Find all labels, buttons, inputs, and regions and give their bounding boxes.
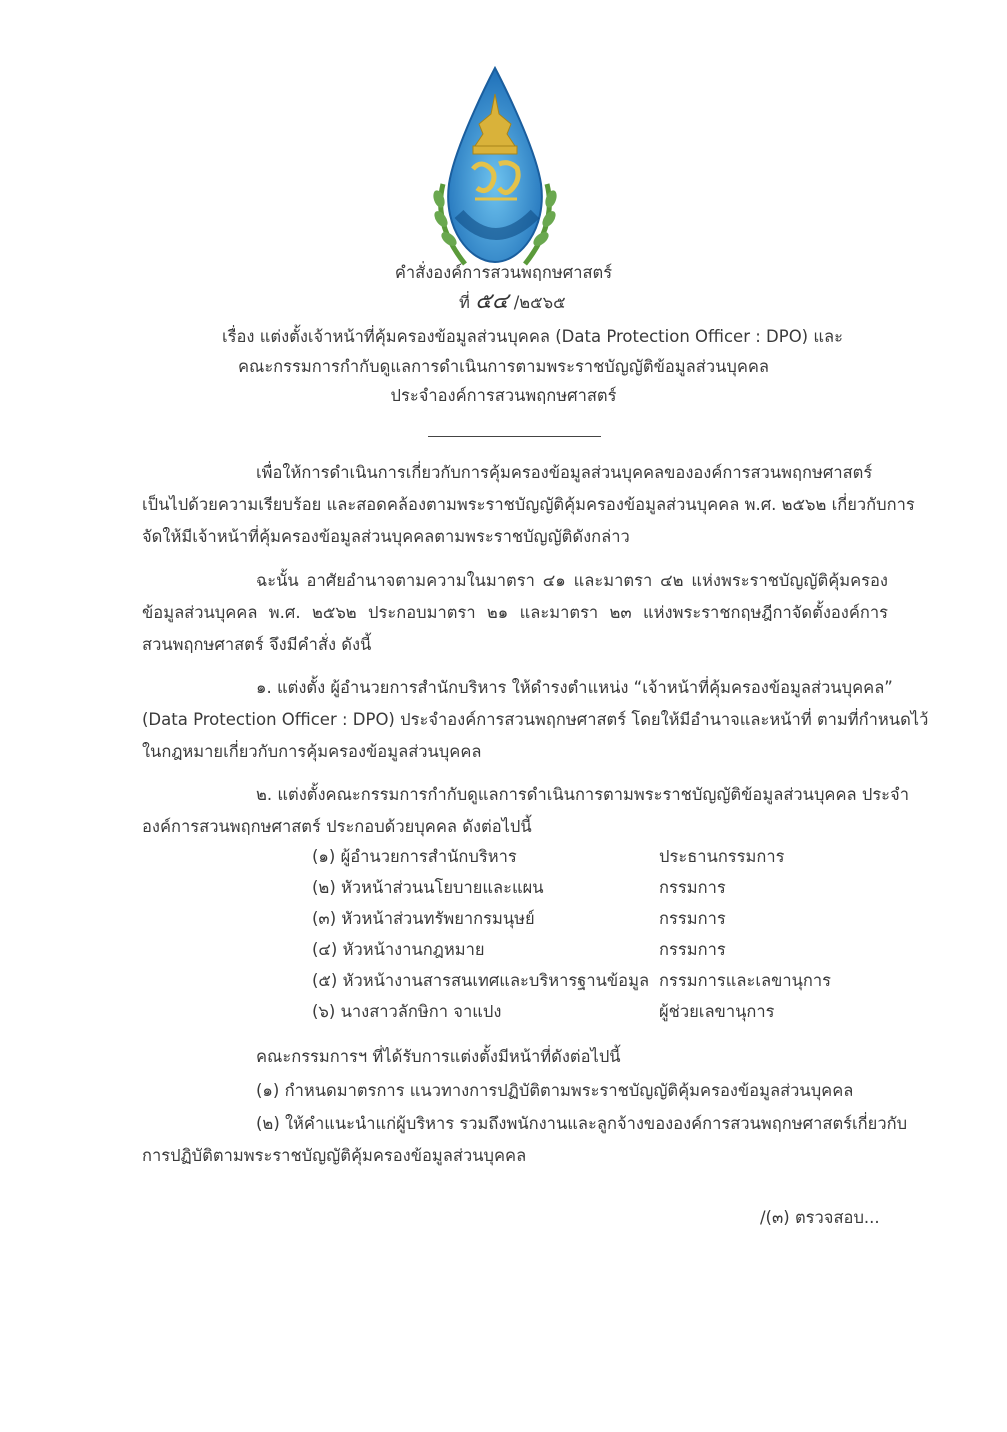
continued-marker: /(๓) ตรวจสอบ... <box>760 1208 880 1227</box>
subject-line-1: เรื่อง แต่งตั้งเจ้าหน้าที่คุ้มครองข้อมูลส่วนบุคคล (Data Protection Officer : DPO) และ <box>222 327 843 346</box>
duty-2-line-1: (๒) ให้คำแนะนำแก่ผู้บริหาร รวมถึงพนักงานและลูกจ้างขององค์การสวนพฤกษศาสตร์เกี่ยวกับ <box>256 1114 908 1133</box>
subject-line-3: ประจำองค์การสวนพฤกษศาสตร์ <box>390 386 617 405</box>
committee-role: กรรมการและเลขานุการ <box>659 971 832 990</box>
divider-line <box>428 436 601 437</box>
committee-member: (๓) หัวหน้าส่วนทรัพยากรมนุษย์ <box>312 909 535 928</box>
paragraph-2-line-3: สวนพฤกษศาสตร์ จึงมีคำสั่ง ดังนี้ <box>142 635 372 654</box>
paragraph-2-line-1: ฉะนั้น อาศัยอำนาจตามความในมาตรา ๔๑ และมาตรา ๔๒ แห่งพระราชบัญญัติคุ้มครอง <box>256 571 888 590</box>
committee-role: กรรมการ <box>659 909 726 928</box>
duties-intro: คณะกรรมการฯ ที่ได้รับการแต่งตั้งมีหน้าที่ดังต่อไปนี้ <box>256 1047 621 1066</box>
committee-member: (๒) หัวหน้าส่วนนโยบายและแผน <box>312 878 544 897</box>
organization-logo <box>425 64 565 274</box>
committee-member: (๔) หัวหน้างานกฎหมาย <box>312 940 485 959</box>
order-number <box>459 291 566 314</box>
paragraph-2-line-2: ข้อมูลส่วนบุคคล พ.ศ. ๒๕๖๒ ประกอบมาตรา ๒๑ และมาตรา ๒๓ แห่งพระราชกฤษฎีกาจัดตั้งองค์การ <box>142 603 888 622</box>
duty-2-line-2: การปฏิบัติตามพระราชบัญญัติคุ้มครองข้อมูลส่วนบุคคล <box>142 1146 527 1165</box>
committee-role: ผู้ช่วยเลขานุการ <box>659 1002 775 1021</box>
committee-member: (๖) นางสาวลักษิกา จาแปง <box>312 1002 502 1021</box>
committee-member: (๕) หัวหน้างานสารสนเทศและบริหารฐานข้อมูล <box>312 971 650 990</box>
number-prefix: ที่ <box>459 293 470 312</box>
paragraph-4-line-2: องค์การสวนพฤกษศาสตร์ ประกอบด้วยบุคคล ดังต่อไปนี้ <box>142 817 532 836</box>
paragraph-1-line-3: จัดให้มีเจ้าหน้าที่คุ้มครองข้อมูลส่วนบุคคลตามพระราชบัญญัติดังกล่าว <box>142 527 630 546</box>
paragraph-3-line-3: ในกฎหมายเกี่ยวกับการคุ้มครองข้อมูลส่วนบุคคล <box>142 742 482 761</box>
order-title: คำสั่งองค์การสวนพฤกษศาสตร์ <box>394 263 613 282</box>
paragraph-1-line-2: เป็นไปด้วยความเรียบร้อย และสอดคล้องตามพระราชบัญญัติคุ้มครองข้อมูลส่วนบุคคล พ.ศ. ๒๕๖๒ เกี่ยวกับการ <box>142 495 915 514</box>
committee-role: ประธานกรรมการ <box>659 847 785 866</box>
paragraph-3-line-1: ๑. แต่งตั้ง ผู้อำนวยการสำนักบริหาร ให้ดำรงตำแหน่ง “เจ้าหน้าที่คุ้มครองข้อมูลส่วนบุคคล” <box>256 678 893 697</box>
subject-line-2: คณะกรรมการกำกับดูแลการดำเนินการตามพระราชบัญญัติข้อมูลส่วนบุคคล <box>237 357 770 376</box>
paragraph-4-line-1: ๒. แต่งตั้งคณะกรรมการกำกับดูแลการดำเนินการตามพระราชบัญญัติข้อมูลส่วนบุคคล ประจำ <box>256 785 909 804</box>
number-suffix: /๒๕๖๕ <box>513 293 566 312</box>
committee-role: กรรมการ <box>659 940 726 959</box>
committee-member: (๑) ผู้อำนวยการสำนักบริหาร <box>312 847 517 866</box>
paragraph-1-line-1: เพื่อให้การดำเนินการเกี่ยวกับการคุ้มครองข้อมูลส่วนบุคคลขององค์การสวนพฤกษศาสตร์ <box>256 463 873 482</box>
order-number-handwritten: ๕๔ <box>475 289 509 314</box>
duty-1: (๑) กำหนดมาตรการ แนวทางการปฏิบัติตามพระราชบัญญัติคุ้มครองข้อมูลส่วนบุคคล <box>256 1081 854 1100</box>
paragraph-3-line-2: (Data Protection Officer : DPO) ประจำองค์การสวนพฤกษศาสตร์ โดยให้มีอำนาจและหน้าที่ ตามที่กำหนดไว้ <box>142 710 929 729</box>
committee-role: กรรมการ <box>659 878 726 897</box>
